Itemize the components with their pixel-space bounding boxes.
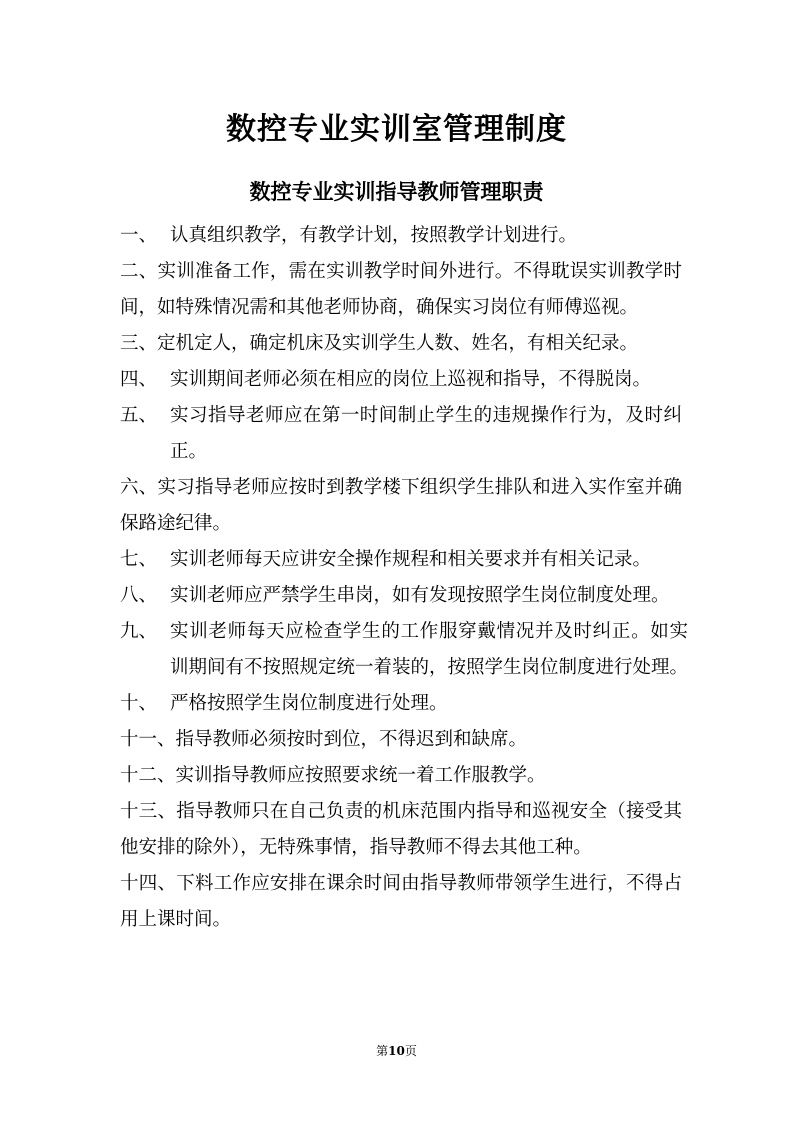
item-text-line bbox=[170, 686, 682, 722]
duty-item bbox=[120, 614, 689, 686]
item-text: 指导教师只在自己负责的机床范围内指导和巡视安全（接受其 bbox=[176, 801, 682, 822]
item-text-line bbox=[170, 434, 682, 470]
item-text: 指导教师必须按时到位，不得迟到和缺席。 bbox=[175, 729, 528, 750]
document-title: 数控专业实训室管理制度 bbox=[226, 112, 567, 147]
item-text: 实训老师每天应讲安全操作规程和相关要求并有相关记录。 bbox=[170, 549, 652, 570]
item-text-line bbox=[170, 578, 682, 614]
item-number: 七、 bbox=[120, 549, 158, 570]
item-text: 间，如特殊情况需和其他老师协商，确保实习岗位有师傅巡视。 bbox=[120, 297, 639, 318]
duty-item bbox=[120, 254, 682, 326]
item-text-line bbox=[170, 398, 682, 434]
item-text-line bbox=[170, 218, 682, 254]
item-text: 他安排的除外），无特殊事情，指导教师不得去其他工种。 bbox=[120, 837, 592, 858]
item-number: 二、 bbox=[120, 261, 158, 282]
item-text: 认真组织教学，有教学计划，按照教学计划进行。 bbox=[170, 225, 578, 246]
duty-item bbox=[120, 794, 682, 866]
item-number: 六、 bbox=[120, 477, 158, 498]
duty-item bbox=[120, 578, 682, 614]
item-number: 十、 bbox=[120, 693, 158, 714]
duty-item bbox=[120, 866, 682, 938]
item-number: 十三、 bbox=[120, 801, 177, 822]
item-text-line bbox=[120, 254, 682, 290]
item-number: 十一、 bbox=[120, 729, 176, 750]
item-number: 五、 bbox=[120, 405, 158, 426]
item-text-line bbox=[120, 794, 682, 830]
item-text-line bbox=[120, 830, 682, 866]
item-number: 三、 bbox=[120, 333, 158, 354]
item-text-line bbox=[120, 506, 682, 542]
duty-list bbox=[120, 218, 689, 938]
item-text: 实训老师每天应检查学生的工作服穿戴情况并及时纠正。如实 bbox=[170, 621, 689, 642]
page-number bbox=[0, 1042, 793, 1059]
item-text: 训期间有不按照规定统一着装的，按照学生岗位制度进行处理。 bbox=[170, 657, 689, 678]
item-text: 实训指导教师应按照要求统一着工作服教学。 bbox=[175, 765, 546, 786]
item-text-line bbox=[170, 650, 688, 686]
item-text-line bbox=[120, 470, 682, 506]
item-text-line bbox=[170, 614, 688, 650]
duty-item bbox=[120, 326, 682, 362]
item-number: 十二、 bbox=[120, 765, 176, 786]
item-text-line bbox=[170, 542, 682, 578]
page-prefix: 第 bbox=[376, 1044, 389, 1058]
duty-item bbox=[120, 722, 682, 758]
item-text: 实训准备工作，需在实训教学时间外进行。不得耽误实训教学时 bbox=[157, 261, 682, 282]
item-text-line bbox=[120, 290, 682, 326]
item-text: 实训期间老师必须在相应的岗位上巡视和指导，不得脱岗。 bbox=[170, 369, 652, 390]
item-text: 保路途纪律。 bbox=[120, 513, 232, 534]
duty-item bbox=[120, 398, 682, 470]
item-text: 下料工作应安排在课余时间由指导教师带领学生进行，不得占 bbox=[176, 873, 682, 894]
item-text: 定机定人，确定机床及实训学生人数、姓名，有相关纪录。 bbox=[157, 333, 639, 354]
duty-item bbox=[120, 542, 682, 578]
duty-item bbox=[120, 686, 682, 722]
duty-item bbox=[120, 758, 682, 794]
item-text-line bbox=[120, 326, 682, 362]
item-number: 九、 bbox=[120, 621, 158, 642]
item-text-line bbox=[120, 902, 682, 938]
item-text-line bbox=[120, 722, 682, 758]
item-text: 严格按照学生岗位制度进行处理。 bbox=[170, 693, 448, 714]
duty-item bbox=[120, 470, 682, 542]
item-text-line bbox=[120, 866, 682, 902]
item-number: 四、 bbox=[120, 369, 158, 390]
section-heading: 数控专业实训指导教师管理职责 bbox=[249, 179, 544, 204]
duty-item bbox=[120, 362, 682, 398]
item-text: 实习指导老师应在第一时间制止学生的违规操作行为，及时纠 bbox=[170, 405, 682, 426]
item-text-line bbox=[170, 362, 682, 398]
item-text: 用上课时间。 bbox=[120, 909, 232, 930]
page-num: 10 bbox=[388, 1044, 405, 1058]
page-suffix: 页 bbox=[404, 1044, 417, 1058]
item-text: 实习指导老师应按时到教学楼下组织学生排队和进入实作室并确 bbox=[157, 477, 682, 498]
duty-item bbox=[120, 218, 682, 254]
item-text-line bbox=[120, 758, 682, 794]
item-number: 八、 bbox=[120, 585, 158, 606]
item-text: 实训老师应严禁学生串岗，如有发现按照学生岗位制度处理。 bbox=[170, 585, 670, 606]
item-text: 正。 bbox=[170, 441, 208, 462]
item-number: 十四、 bbox=[120, 873, 177, 894]
item-number: 一、 bbox=[120, 225, 158, 246]
